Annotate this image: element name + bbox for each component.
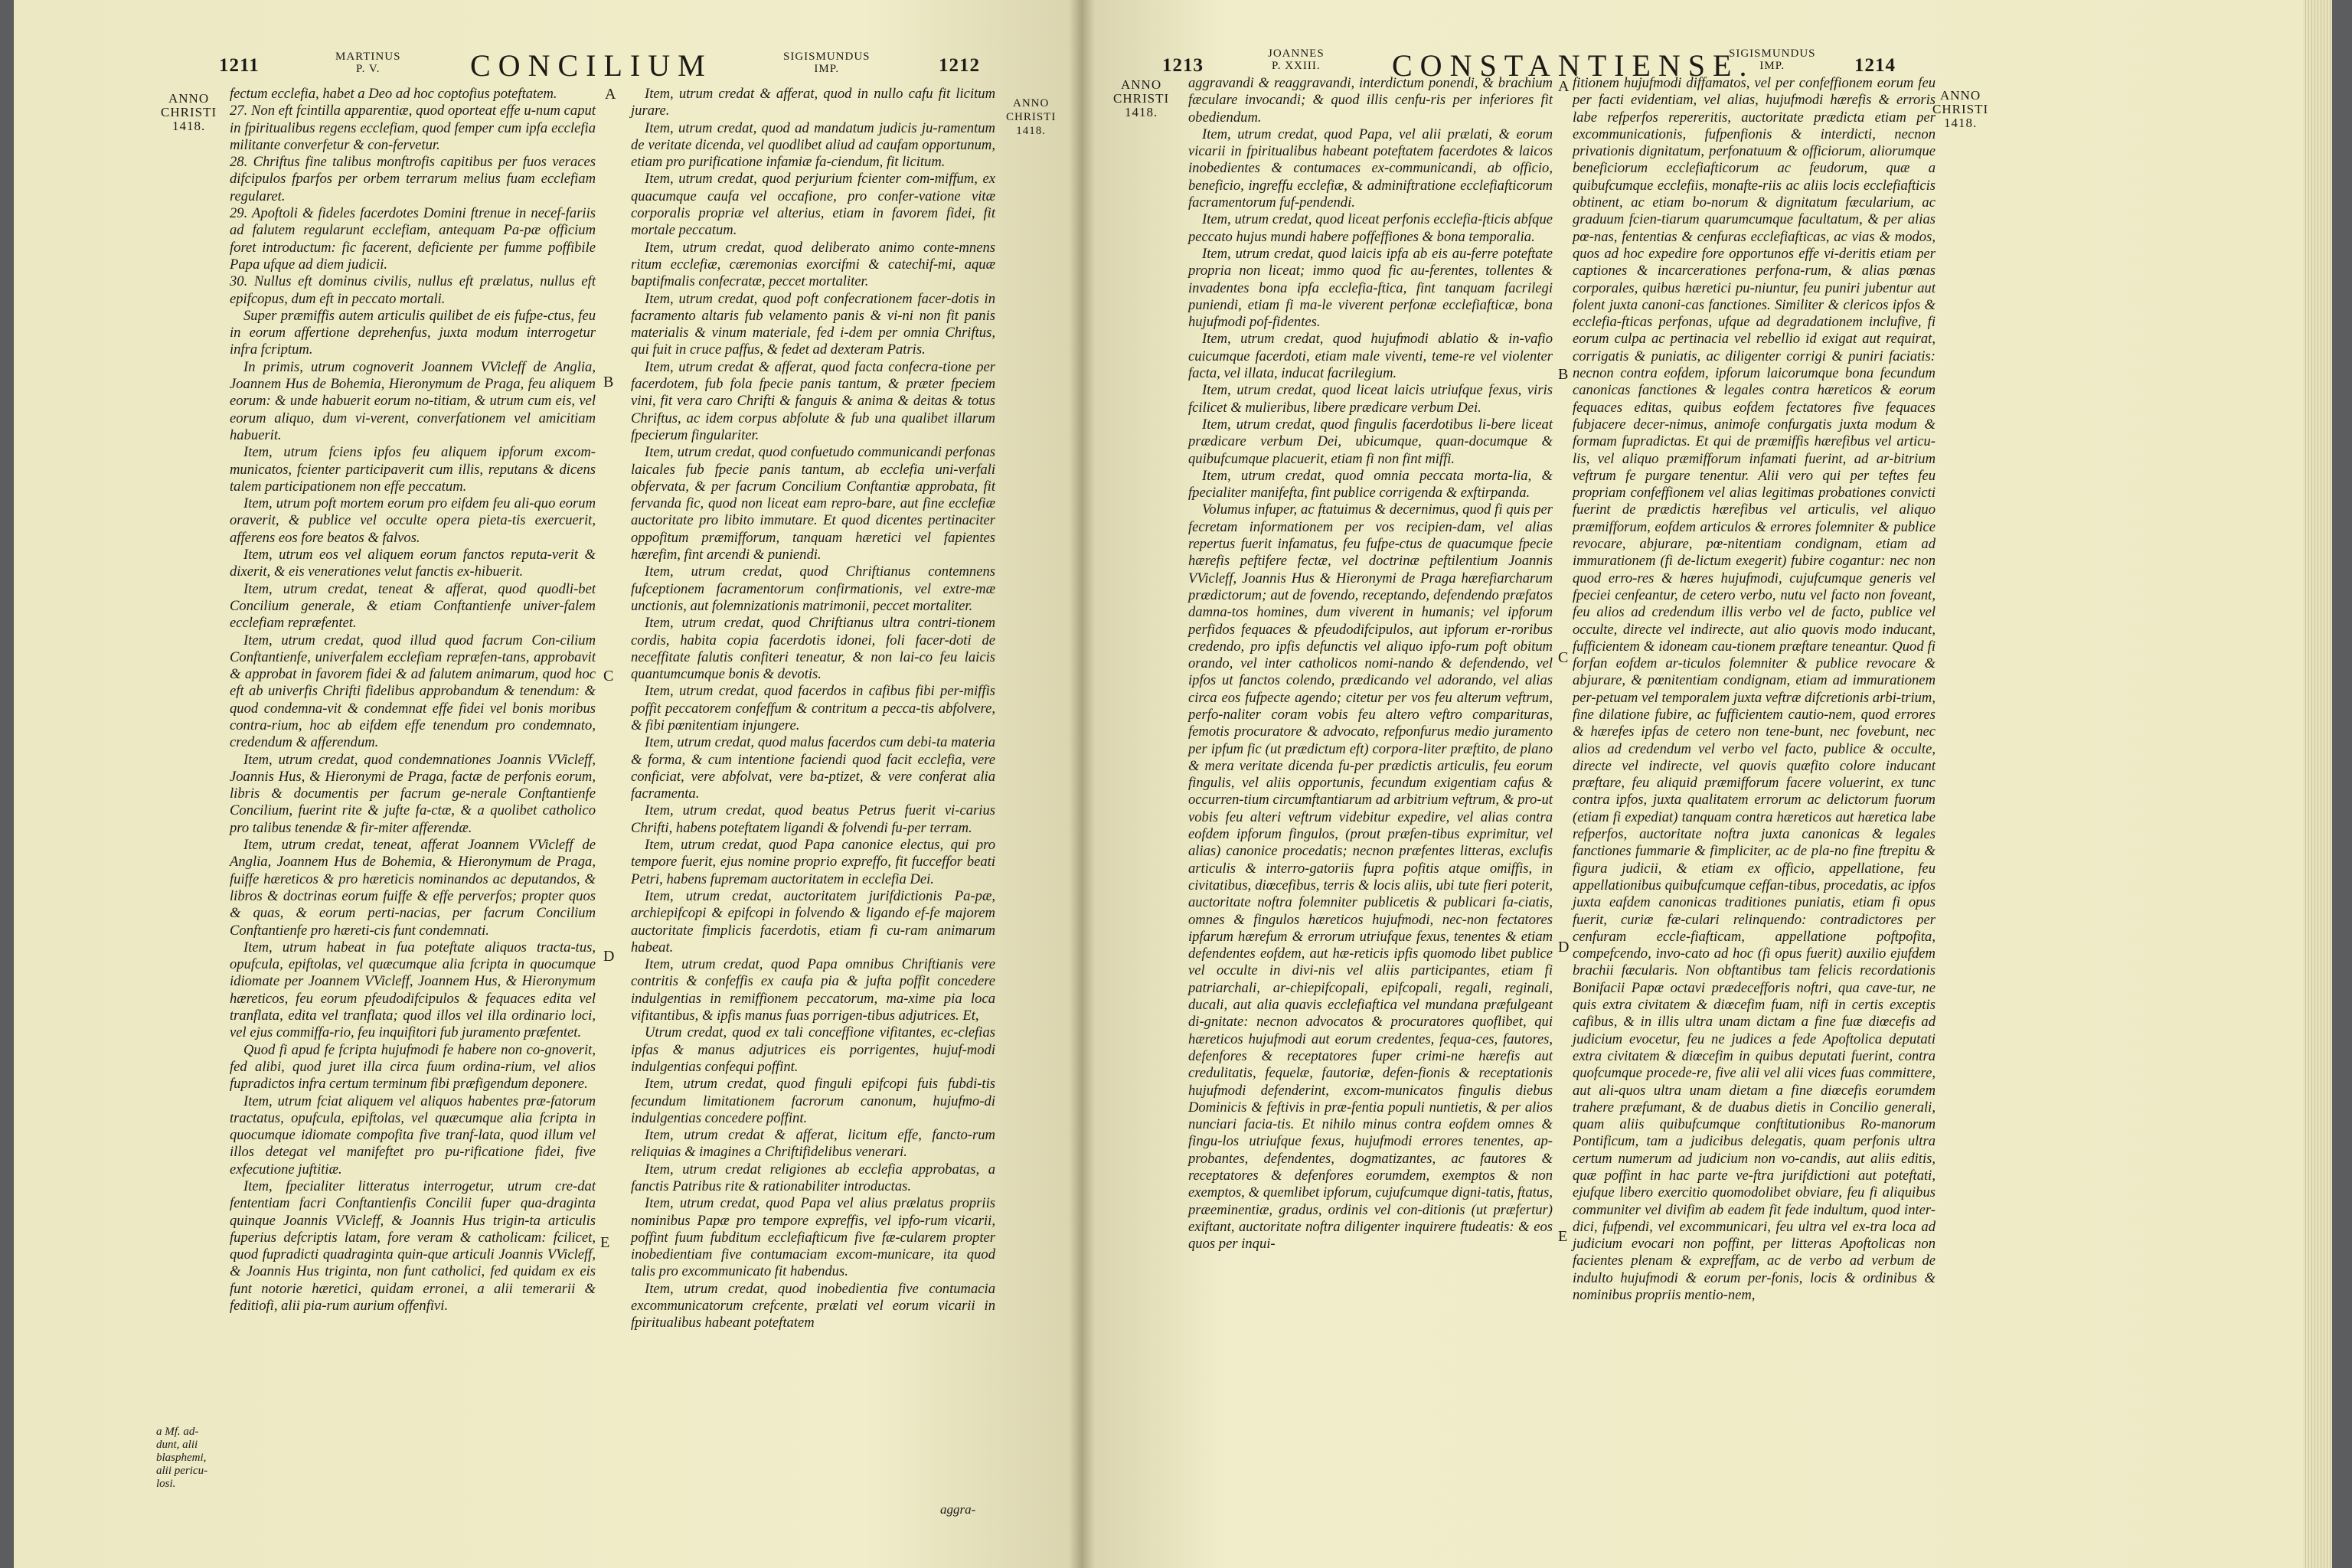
paragraph: 30. Nullus eft dominus civilis, nullus eft prælatus, nullus eft epifcopus, dum eft in peccato mortali. (230, 273, 596, 307)
paragraph: Item, utrum credat, quod deliberato animo conte-mnens ritum ecclefiæ, cæremonias exorcifmi & catechif-mi, aquæ baptifmalis confecratæ, peccet mortaliter. (631, 239, 995, 290)
paragraph: Item, utrum credat, quod liceat laicis utriufque fexus, viris fcilicet & mulieribus, libere prædicare verbum Dei. (1188, 382, 1553, 416)
paragraph: Item, utrum fciens ipfos feu aliquem ipforum excom-municatos, fcienter participaverit cum illis, reputans & dicens talem participationem non effe peccatum. (230, 444, 596, 495)
running-name-left: MARTINUS P. V. (335, 51, 401, 75)
paragraph: Item, utrum credat, quod ad mandatum judicis ju-ramentum de veritate dicenda, vel quodlibet aliud ad caufam opportunum, etiam pro purificatione infamiæ fa-ciendum, fit licitum. (631, 119, 995, 171)
paragraph: 29. Apoftoli & fideles facerdotes Domini ftrenue in necef-fariis ad falutem regularunt ecclefiam, antequam Pa-pæ officium foret introductum: fic facerent, deficiente per fumme poffibile Papa ufque ad diem judicii. (230, 205, 596, 273)
paragraph: Item, utrum credat, quod liceat perfonis ecclefia-fticis abfque peccato hujus mundi habere poffeffiones & bona temporalia. (1188, 211, 1553, 245)
anno-christi-left: ANNO CHRISTI 1418. (161, 91, 217, 133)
paragraph: In primis, utrum cognoverit Joannem VVicleff de Anglia, Joannem Hus de Bohemia, Hieronymum de Praga, feu aliquem eorum: & unde habuerit eorum no-titiam, & utrum cum eis, vel eorum aliquo, dum vi-verent, converfationem vel amicitiam habuerit. (230, 358, 596, 443)
paragraph: Item, utrum credat, quod confuetudo communicandi perfonas laicales fub fpecie panis tantum, ab ecclefia uni-verfali obfervata, & per facrum Concilium Conftantiæ approbata, fit fervanda fic, quod non liceat eam repro-bare, aut fine ecclefiæ auctoritate pro libito immutare. Et quod dicentes pertinaciter oppofitum præmifforum, tanquam hæretici vel fapientes hærefim, fint arcendi & puniendi. (631, 444, 995, 564)
section-letter-c: C (1558, 649, 1569, 666)
paragraph: Item, utrum eos vel aliquem eorum fanctos reputa-verit & dixerit, & eis venerationes velut fanctis ex-hibuerit. (230, 547, 596, 580)
paragraph: Item, utrum credat, quod finguli epifcopi fuis fubdi-tis fecundum limitationem facrorum canonum, hujufmo-di indulgentias concedere poffint. (631, 1076, 995, 1126)
right-page-column-2 (1573, 75, 1936, 1491)
left-page-column-2 (631, 86, 995, 1502)
paragraph: Item, utrum fciat aliquem vel aliquos habentes præ-fatorum tractatus, opufcula, epiftolas, vel quæcumque alia fcripta in quocumque idiomate compofita five tranf-lata, quod illum vel illos detegat vel manifeftet pro pu-rificatione fidei, five exfecutione juftitiæ. (230, 1093, 596, 1178)
paragraph: Item, utrum credat, quod Papa vel alius prælatus propriis nominibus Papæ pro tempore expreffis, vel ipfo-rum vicarii, poffint fuum fubditum ecclefiafticum five fæ-cularem propter inobedientiam five contumaciam excom-municare, ita quod talis pro excommunicato fit habendus. (631, 1195, 995, 1280)
paragraph: Item, utrum credat, quod facerdos in cafibus fibi per-miffis poffit peccatorem confeffum & contritum a pecca-tis abfolvere, & fibi pœnitentiam injungere. (631, 683, 995, 733)
page-edges (2303, 0, 2332, 1568)
page-number-right: 1214 (1854, 55, 1896, 76)
catchword: aggra- (940, 1502, 976, 1517)
anno-christi-right: ANNO CHRISTI 1418. (1006, 97, 1057, 137)
paragraph: Item, utrum credat, quod Papa omnibus Chriftianis vere contritis & confeffis ex caufa pia & jufta poffit concedere indulgentias in remiffionem peccatorum, ma-xime pia loca vifitantibus, & ipfis manus fuas porrigen-tibus adjutrices. Et, (631, 956, 995, 1024)
paragraph: Item, utrum credat, quod inobedientia five contumacia excommunicatorum crefcente, prælati vel eorum vicarii in fpiritualibus habeant poteftatem (631, 1280, 995, 1331)
paragraph: Item, utrum credat, auctoritatem jurifdictionis Pa-pæ, archiepifcopi & epifcopi in folvendo & ligando ef-fe majorem auctoritate fimplicis facerdotis, etiam fi cu-ram animarum habeat. (631, 887, 995, 956)
anno-christi-right: ANNO CHRISTI 1418. (1932, 88, 1989, 130)
section-letter-a: A (1558, 78, 1570, 95)
footnote: a Mf. ad- dunt, alii blasphemi, alii pericu- losi. (156, 1426, 208, 1490)
left-page-column-1 (230, 86, 596, 1502)
paragraph: Item, utrum credat, quod fingulis facerdotibus li-bere liceat prædicare verbum Dei, ubicumque, quan-documque & quibufcumque placuerit, etiam fi non fint miffi. (1188, 416, 1553, 467)
paragraph: fitionem hujufmodi diffamatos, vel per confeffionem eorum feu per facti evidentiam, vel alias, hujufmodi hærefis & erroris labe refperfos repereritis, auctoritate prædicta etiam per excommunicationis, fufpenfionis & interdicti, necnon privationis dignitatum, perfonatuum & officiorum, aliorumque beneficiorum ecclefiafticorum ac feudorum, quæ a quibufcumque ecclefiis, monafte-riis ac aliis locis ecclefiafticis obtinent, ac etiam bo-norum & dignitatum fæcularium, ac graduum fcien-tiarum quarumcumque facultatum, & per alias pœ-nas, fententias & cenfuras ecclefiafticas, ac vias & modos, quos ad hoc expedire fore opportunos effe vi-deritis etiam per captiones & incarcerationes perfona-rum, & alias pœnas corporales, quibus hæretici pu-niuntur, feu puniri jubentur aut folent juxta canoni-cas fanctiones. Similiter & clericos ipfos & ecclefia-fticas perfonas, ufque ad degradationem inclufive, fi eorum culpa ac pertinacia vel rebellio id exigat aut requirat, corrigatis & puniatis, ac diligenter corrigi & puniri faciatis: necnon contra eofdem, ipforum laicorumque bona fecundum canonicas fanctiones & legales contra hæreticos & eorum fequaces editas, quibus eofdem fectatores five fequaces fubjacere decer-nimus, animofe confurgatis juxta modum & formam fupradictas. Et qui de præmiffis hærefibus vel articu-lis, vel aliquo præmifforum infamati fuerint, ad ar-bitrium veftrum fe purgare tenentur. Alii vero qui per teftes feu propriam confeffionem vel alias legitimas probationes convicti fuerint de prædictis hærefibus vel articulis, vel aliquo præmifforum, eofdem articulos & errores folemniter & publice revocare, abjurare, pœ-nitentiam condignam, etiam ad immurationem (fi de-lictum exegerit) fubire cogantur: nec non quod erro-res & hæres hujufmodi, cujufcumque generis vel fpeciei cenfeantur, de cetero verbo, nutu vel facto non foveant, feu alios ad credendum illis verbo vel de facto, publice vel occulte, directe vel indirecte, aut alio quovis modo inducant, fufficientem & idoneam cau-tionem præftare teneantur. Quod fi forfan eofdem ar-ticulos folemniter & publice revocare & abjurare, & pœnitentiam condignam, etiam ad immurationem per-petuam vel temporalem juxta veftræ difcretionis arbi-trium, fine dilatione fubire, ac fufficientem cautio-nem, quod errores & hærefes ipfas de cetero non tene-bunt, nec fovebunt, nec alios ad credendum vel verbo vel facto, publice & occulte, directe vel indirecte, vel quovis quæfito colore inducant præftare, feu aliquid præmifforum facere voluerint, ex tunc contra ipfos, juxta qualitatem errorum ac delictorum fuorum (etiam fi expediat) tanquam contra hæreticos aut hæretica labe refperfos, auctoritate noftra juxta canonicas & legales fanctiones fummarie & fimpliciter, ac de pla-no fine ftrepitu & figura judicii, & etiam ex officio, appellatione, feu appellationibus quibufcumque ceffan-tibus, procedatis, ac ipfos juxta eafdem canonicas traditiones puniatis, etiam fi opus fuerit, curiæ fæ-culari relinquendo: contradictores per cenfuram eccle-fiafticam, appellatione poftpofita, compefcendo, invo-cato ad hoc (fi opus fuerit) auxilio ejufdem brachii fæcularis. Non obftantibus tam felicis recordationis Bonifacii Papæ octavi prædecefforis noftri, qua cave-tur, ne quis extra civitatem & diœcefim fuam, nifi in certis exceptis cafibus, & in illis ultra unam dictam a fine fuæ diœcefis ad judicium evocetur, feu ne judices a fede Apoftolica deputati extra civitatem & diœcefim in quibus deputati fuerint, contra quofcumque procede-re, five alii vel alii vices fuas committere, aut ali-quos ultra unam dietam a fine diœcefis eorumdem trahere præfumant, & de duabus dietis in Concilio generali, quam aliis quibufcumque conftitutionibus Ro-manorum Pontificum, tam a judicibus delegatis, quam perfonis ultra certum numerum ad judicium non vo-candis, aut aliis editis, quæ poffint in hac parte ve-ftra jurifdictioni aut poteftati, ejufque libero exercitio quomodolibet obviare, feu fi aliquibus communiter vel divifim ab eadem fit fede indultum, quod inter-dici, fufpendi, vel excommunicari, feu ultra vel ex-tra loca ad judicium evocari non poffint, per litteras Apoftolicas non facientes plenam & expreffam, ac de verbo ad verbum de indulto hujufmodi & eorum per-fonis, locis & ordinibus & nominibus propriis mentio-nem, (1573, 75, 1936, 1304)
paragraph: Item, utrum credat, quod illud quod facrum Con-cilium Conftantienfe, univerfalem ecclefiam repræfen-tans, approbavit & approbat in favorem fidei & ad falutem animarum, quod hoc eft ab univerfis Chrifti fidelibus approbandum & tenendum: & quod condemna-vit & condemnat effe fidei vel bonis moribus contra-rium, hoc ab eifdem effe tenendum pro condemnato, credendum & afferendum. (230, 632, 596, 751)
paragraph: Item, utrum credat, quod perjurium fcienter com-miffum, ex quacumque caufa vel occafione, pro confer-vatione vitæ corporalis propriæ vel alterius, etiam in favorem fidei, fit mortale peccatum. (631, 171, 995, 239)
section-letter-b: B (603, 374, 614, 390)
paragraph: fectum ecclefia, habet a Deo ad hoc coptofius poteftatem. (230, 86, 557, 102)
paragraph: Item, utrum credat & afferat, quod in nullo cafu fit licitum jurare. (631, 86, 995, 119)
paragraph: Item, utrum credat, quod malus facerdos cum debi-ta materia & forma, & cum intentione faciendi quod facit ecclefia, vere conficiat, vere abfolvat, vere ba-ptizet, & vere conferat alia facramenta. (631, 734, 995, 802)
running-name-right: SIGISMUNDUS IMP. (783, 51, 871, 75)
running-title: CONSTANTIENSE. (1392, 48, 1755, 83)
paragraph: Item, utrum credat, quod beatus Petrus fuerit vi-carius Chrifti, habens poteftatem ligandi & folvendi fu-per terram. (631, 802, 995, 836)
paragraph: Item, utrum credat, quod poft confecrationem facer-dotis in facramento altaris fub velamento panis & vi-ni non fit panis materialis & vinum materiale, fed i-dem per omnia Chriftus, qui fuit in cruce paffus, & fedet ad dexteram Patris. (631, 290, 995, 358)
anno-christi-left: ANNO CHRISTI 1418. (1113, 77, 1170, 119)
paragraph: 28. Chriftus fine talibus monftrofis capitibus per fuos veraces difcipulos fparfos per orbem terrarum melius fuam ecclefiam regularet. (230, 154, 596, 204)
running-name-right: SIGISMUNDUS IMP. (1729, 47, 1816, 72)
paragraph: Item, utrum poft mortem eorum pro eifdem feu ali-quo eorum oraverit, & publice vel occulte opera pieta-tis exercuerit, afferens eos fore beatos & falvos. (230, 495, 596, 546)
paragraph: aggravandi & reaggravandi, interdictum ponendi, & brachium fæculare invocandi; & quod illis cenfu-ris per inferiores fit obediendum. (1188, 75, 1553, 126)
book-spread (14, 0, 2318, 1568)
right-page-column-1 (1188, 75, 1553, 1491)
paragraph: Item, utrum credat, quod Papa canonice electus, qui pro tempore fuerit, ejus nomine proprio expreffo, fit fucceffor beati Petri, habens fupremam auctoritatem in ecclefia Dei. (631, 837, 995, 887)
paragraph: Item, utrum credat, teneat & afferat, quod quodli-bet Concilium generale, & etiam Conftantienfe univer-falem ecclefiam repræfentet. (230, 580, 596, 632)
paragraph: Item, utrum credat, quod Chriftianus ultra contri-tionem cordis, habita copia facerdotis idonei, foli facer-doti de neceffitate falutis confiteri teneatur, & non lai-co feu laicis quantumcumque bonis & devotis. (631, 615, 995, 683)
section-letter-e: E (1558, 1228, 1568, 1245)
section-letter-b: B (1558, 366, 1569, 383)
paragraph: Item, utrum credat & afferat, licitum effe, fancto-rum reliquias & imagines a Chriftifidelibus venerari. (631, 1127, 995, 1161)
section-letter-e: E (600, 1234, 610, 1251)
paragraph: Utrum credat, quod ex tali conceffione vifitantes, ec-clefias ipfas & manus adjutrices eis porrigentes, hujuf-modi indulgentias confequi poffint. (631, 1024, 995, 1075)
left-page (14, 0, 1078, 1568)
paragraph: Item, utrum credat, teneat, afferat Joannem VVicleff de Anglia, Joannem Hus de Bohemia, & Hieronymum de Praga, fuiffe hæreticos & pro hæreticis nominandos ac deputandos, & libros & doctrinas eorum fuiffe & effe perverfos; propter quos & quas, & eorum perti-nacias, per facrum Concilium Conftantienfe pro hæreti-cis funt condemnati. (230, 837, 596, 939)
page-number-left: 1213 (1162, 55, 1204, 76)
paragraph: Item, utrum credat, quod condemnationes Joannis VVicleff, Joannis Hus, & Hieronymi de Praga, factæ de perfonis eorum, libris & documentis per facrum ge-nerale Conftantienfe Concilium, fuerint rite & jufte fa-ctæ, & a quolibet catholico pro talibus tenendæ & fir-miter afferendæ. (230, 751, 596, 836)
paragraph: Item, utrum credat, quod hujufmodi ablatio & in-vafio cuicumque facerdoti, etiam male viventi, teme-re vel violenter facta, vel illata, inducat facrilegium. (1188, 331, 1553, 382)
paragraph: Volumus infuper, ac ftatuimus & decernimus, quod fi quis per fecretam informationem per vos recipien-dam, vel alias repertus fuerit infamatus, feu fufpe-ctus de quacumque fpecie hærefis peftifere fectæ, vel doctrinæ peftilentium Joannis VVicleff, Joannis Hus & Hieronymi de Praga hærefiarcharum prædictorum; aut de fovendo, receptando, defendendo præfatos damna-tos homines, dum viverent in humanis; vel ipforum perfidos fequaces & pfeudodifcipulos, aut ipforum er-roribus credendo, pro ipfis defunctis vel aliquo ipfo-rum poft obitum orando, vel inter catholicos nomi-nando & defendendo, vel ipfos ut fanctos colendo, prædicando vel adorando, vel alias circa eos fufpecte agendo; citetur per vos feu alterum veftrum, perfo-naliter coram vobis feu altero veftro comparituras, femotis procuratore & advocato, refponfurus medio juramento per ipfum fic (ut prædictum eft) corpora-liter præftito, de plano & mera veritate dicenda fu-per prædictis articulis, feu eorum fingulis, vel aliis opportunis, fecundum exigentiam cafus & occurren-tium circumftantiarum ad arbitrium veftrum, & pro-ut vobis feu alteri veftrum videbitur expedire, vel alias contra eofdem ipforum fingulos, (prout præfen-tibus exprimitur, vel alias) canonice procedatis; necnon præfentes litteras, exclufis articulis & interro-gatoriis fupra pofitis atque omiffis, in civitatibus, diœcefibus, terris & locis aliis, ubi tute fieri poterit, auctoritate noftra folemniter publicetis & publicari fa-ciatis, omnes & fingulos hæreticos hujufmodi, nec-non fectatores ipfarum hærefum & errorum utriufque fexus, tenentes & etiam defendentes eofdem, aut hæ-reticis ipfis quomodo libet publice vel occulte in divi-nis vel aliis participantes, etiam fi patriarchali, ar-chiepifcopali, epifcopali, regali, reginali, ducali, aut alia quavis ecclefiaftica vel mundana præfulgeant di-gnitate: necnon advocatos & procuratores quoflibet, qui hæreticos hujufmodi aut eorum credentes, fequa-ces, fautores, defenfores & receptatores fuper crimi-ne hærefis aut credulitatis, fequelæ, fautoriæ, defen-fionis & receptationis hujufmodi defenderint, excom-municatos fingulis diebus Dominicis & feftivis in præ-fentia populi nuntietis, & per alios nunciari facia-tis. Et nihilo minus contra eofdem omnes & fingu-los utriufque fexus, hujufmodi errores tenentes, ap-probantes, defendentes, dogmatizantes, ac fautores & receptatores & defenfores eorumdem, exemptos & non exemptos, & quemlibet ipforum, cujufcumque digni-tatis, ftatus, præeminentiæ, gradus, ordinis vel con-ditionis (ut præfertur) exiftant, auctoritate noftra diligenter inquirere ftudeatis: & eos quos per inqui- (1188, 501, 1553, 1253)
running-name-left: JOANNES P. XXIII. (1268, 47, 1325, 72)
section-letter-a: A (605, 86, 616, 103)
book-gutter (1069, 0, 1095, 1568)
paragraph: Item, utrum habeat in fua poteftate aliquos tracta-tus, opufcula, epiftolas, vel quæcumque alia fcripta in quocumque idiomate per Joannem VVicleff, Joannem Hus, & Hieronymum hæreticos, feu eorum pfeudodifcipulos & fequaces edita vel tranflata, edita vel tranflata; quod illos vel illa ordinario loci, vel ejus commiffa-rio, feu inquifitori fub juramento præfentet. (230, 939, 596, 1041)
section-letter-d: D (1558, 939, 1570, 956)
paragraph: Super præmiffis autem articulis quilibet de eis fufpe-ctus, feu in eorum affertione deprehenfus, juxta modum interrogetur infra fcriptum. (230, 307, 596, 358)
section-letter-c: C (603, 668, 614, 684)
running-title: CONCILIUM (470, 48, 713, 83)
section-letter-d: D (603, 948, 615, 965)
paragraph: Item, utrum credat, quod laicis ipfa ab eis au-ferre poteftate propria non liceat; immo quod fic au-ferentes, tollentes & invadentes bona ipfa ecclefia-ftica, fint tanquam facrilegi puniendi, etiam fi ma-le viverent perfonæ ecclefiafticæ, bona hujufmodi pof-fidentes. (1188, 245, 1553, 331)
paragraph: Item, utrum credat, quod omnia peccata morta-lia, & fpecialiter manifefta, fint publice corrigenda & exftirpanda. (1188, 467, 1553, 501)
page-number-right: 1212 (939, 55, 980, 76)
paragraph: 27. Non eft fcintilla apparentiæ, quod oporteat effe u-num caput in fpiritualibus regens ecclefiam, quod femper cum ipfa ecclefia militante converfetur & con-fervetur. (230, 103, 596, 153)
page-number-left: 1211 (219, 55, 260, 76)
paragraph: Quod fi apud fe fcripta hujufmodi fe habere non co-gnoverit, fed alibi, quod juret illa circa fuum ordina-rium, vel alios fupradictos infra certum terminum fibi præfigendum deponere. (230, 1041, 596, 1093)
right-page (1078, 0, 2318, 1568)
paragraph: Item, fpecialiter litteratus interrogetur, utrum cre-dat fententiam facri Conftantienfis Concilii fuper qua-draginta quinque Joannis VVicleff, & Joannis Hus trigin-ta articulis fuperius defcriptis latam, fore veram & catholicam: fcilicet, quod fupradicti quadraginta quin-que articuli Joannis VVicleff, & Joannis Hus triginta, non funt catholici, fed quidam ex eis funt notorie hæretici, quidam erronei, a alii temerarii & feditiofi, alii pia-rum aurium offenfivi. (230, 1178, 596, 1315)
paragraph: Item, utrum credat, quod Papa, vel alii prælati, & eorum vicarii in fpiritualibus habeant poteftatem facerdotes & laicos inobedientes & contumaces ex-communicandi, ab officio, beneficio, ingreffu ecclefiæ, & adminiftratione ecclefiafticorum facramentorum fuf-pendendi. (1188, 126, 1553, 211)
paragraph: Item, utrum credat, quod Chriftianus contemnens fufceptionem facramentorum confirmationis, vel extre-mæ unctionis, aut folemnizationis matrimonii, peccet mortaliter. (631, 564, 995, 614)
paragraph: Item, utrum credat & afferat, quod facta confecra-tione per facerdotem, fub fola fpecie panis tantum, & præter fpeciem vini, fit vera caro Chrifti & fanguis & anima & deitas & totus Chriftus, ac idem corpus abfolute & fub una qualibet illarum fpecierum fingulariter. (631, 358, 995, 443)
paragraph: Item, utrum credat religiones ab ecclefia approbatas, a fanctis Patribus rite & rationabiliter introductas. (631, 1161, 995, 1194)
